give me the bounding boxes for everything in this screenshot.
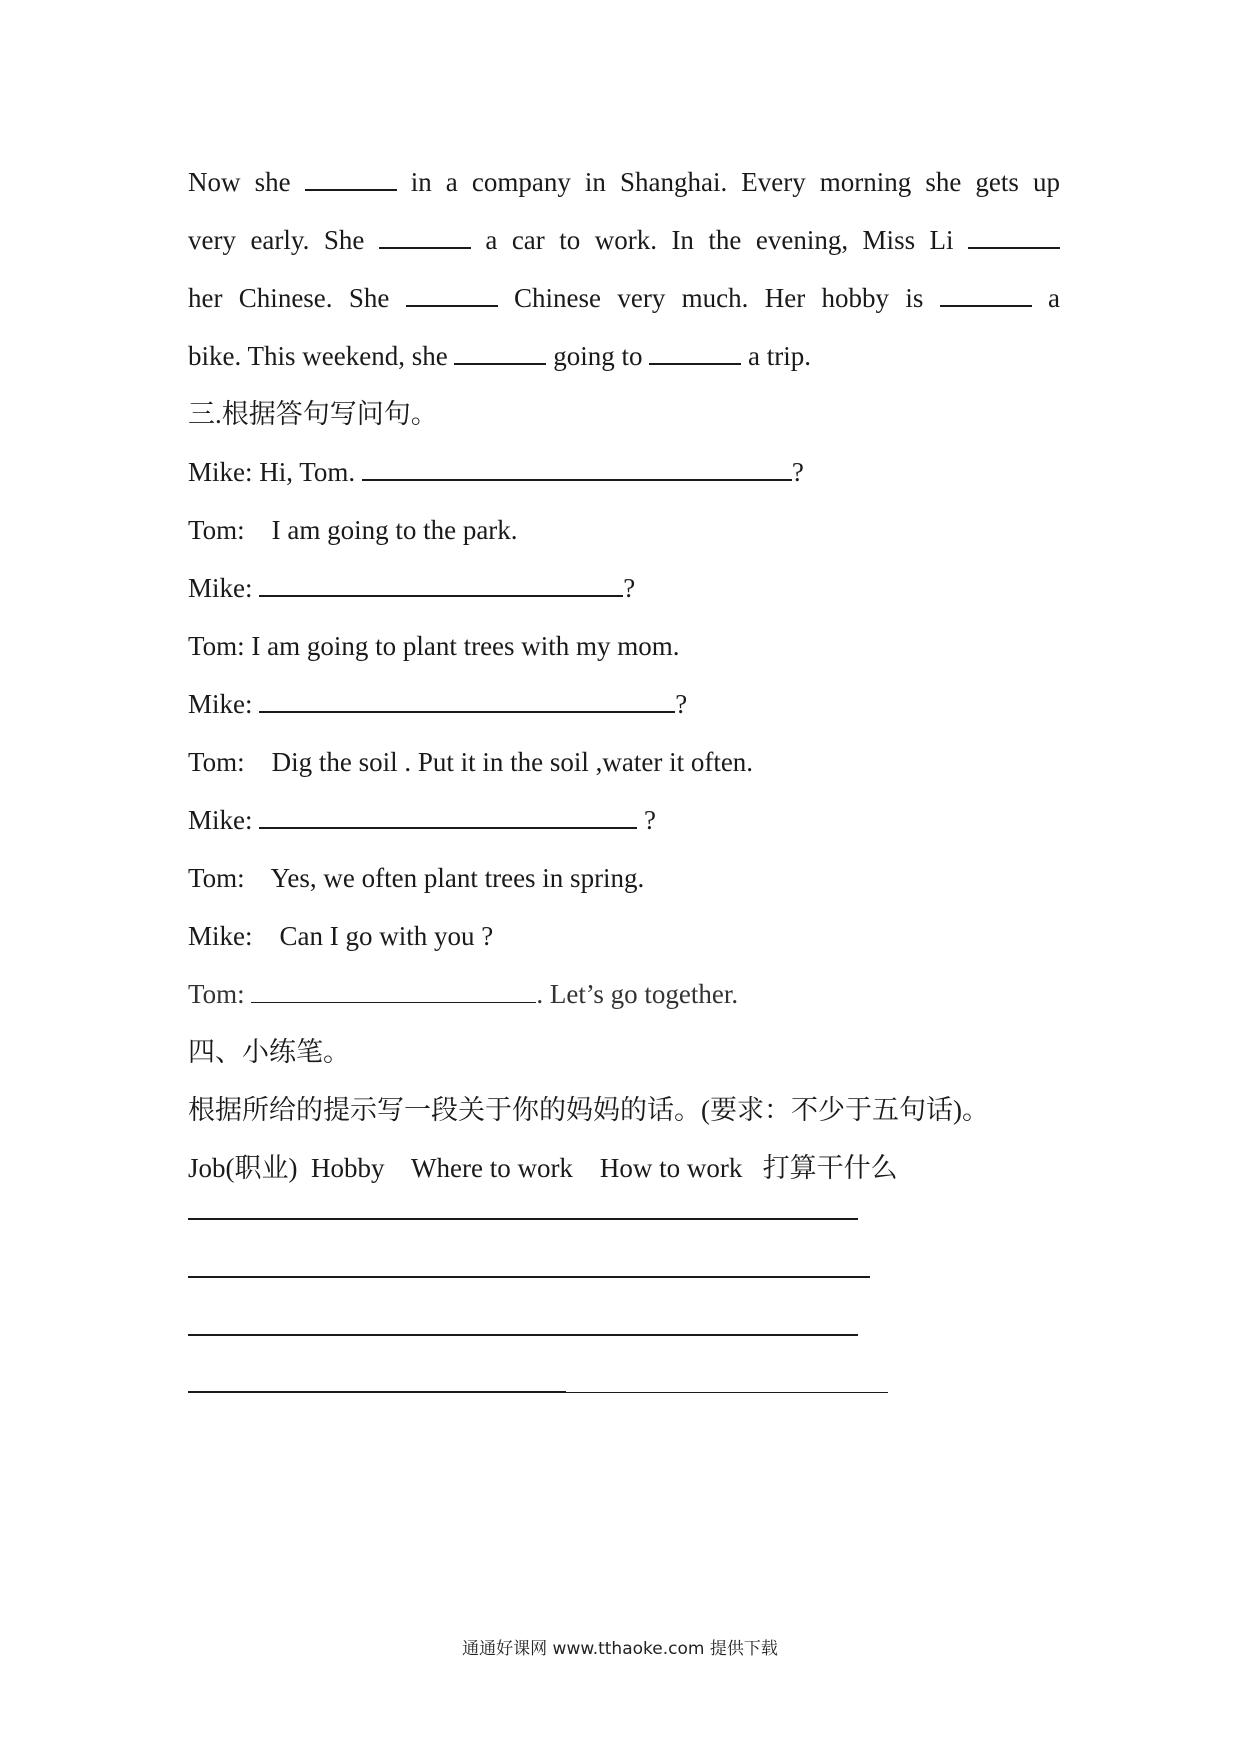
writing-line[interactable] [188, 1218, 858, 1220]
dialogue-line: Tom: I am going to plant trees with my mom. [188, 631, 680, 661]
section-4-hints: Job(职业) Hobby Where to work How to work 打算干什么 [188, 1153, 898, 1183]
answer-blank[interactable] [251, 978, 536, 1003]
fill-blank[interactable] [940, 281, 1032, 307]
fill-blank[interactable] [454, 339, 546, 365]
dialogue-line [188, 455, 804, 489]
answer-blank[interactable] [259, 571, 623, 597]
answer-blank[interactable] [362, 455, 792, 481]
passage-text: a [1048, 283, 1060, 313]
passage-line-4 [188, 339, 811, 373]
passage-text: Now she [188, 167, 291, 197]
question-mark: ? [675, 689, 688, 719]
passage-text: very early. She [188, 225, 365, 255]
fill-blank[interactable] [379, 223, 471, 249]
dialogue-line [188, 803, 656, 837]
passage-text: going to [553, 341, 643, 371]
dialogue-line: Tom: I am going to the park. [188, 515, 518, 545]
answer-blank[interactable] [259, 687, 675, 713]
fill-blank[interactable] [649, 339, 741, 365]
dialogue-text: Mike: [188, 689, 253, 719]
question-mark: ? [623, 573, 636, 603]
answer-blank[interactable] [259, 803, 637, 829]
passage-text: bike. This weekend, she [188, 341, 448, 371]
dialogue-line: Tom: Dig the soil . Put it in the soil ,water it often. [188, 747, 754, 777]
dialogue-line [188, 977, 738, 1011]
dialogue-line [188, 687, 687, 721]
fill-blank[interactable] [305, 165, 397, 191]
dialogue-line: Tom: Yes, we often plant trees in spring. [188, 863, 645, 893]
page-footer: 通通好课网 www.tthaoke.com 提供下载 [462, 1639, 778, 1659]
passage-line-3 [188, 281, 1060, 315]
passage-line-2 [188, 223, 1060, 257]
section-3-heading: 三.根据答句写问句。 [188, 399, 438, 429]
question-mark: ? [791, 457, 804, 487]
passage-text: Chinese very much. Her hobby is [514, 283, 924, 313]
passage-text: her Chinese. She [188, 283, 390, 313]
dialogue-text: Tom: [188, 979, 245, 1009]
dialogue-line [188, 571, 635, 605]
section-4-heading: 四、小练笔。 [188, 1037, 350, 1067]
writing-line[interactable] [566, 1392, 888, 1393]
passage-line-1 [188, 165, 1060, 199]
dialogue-text: Mike: [188, 573, 253, 603]
fill-blank[interactable] [406, 281, 498, 307]
dialogue-text: . Let’s go together. [536, 979, 739, 1009]
writing-line[interactable] [188, 1334, 858, 1336]
dialogue-text: Mike: Hi, Tom. [188, 457, 356, 487]
writing-line[interactable] [188, 1391, 566, 1393]
question-mark: ? [644, 805, 656, 835]
dialogue-line: Mike: Can I go with you ? [188, 921, 494, 951]
fill-blank[interactable] [968, 223, 1060, 249]
passage-text: a car to work. In the evening, Miss Li [485, 225, 954, 255]
writing-line[interactable] [188, 1276, 870, 1278]
passage-text: a trip. [747, 341, 811, 371]
passage-text: in a company in Shanghai. Every morning she gets up [410, 167, 1061, 197]
section-4-instruction: 根据所给的提示写一段关于你的妈妈的话。(要求：不少于五句话)。 [188, 1095, 989, 1125]
dialogue-text: Mike: [188, 805, 253, 835]
